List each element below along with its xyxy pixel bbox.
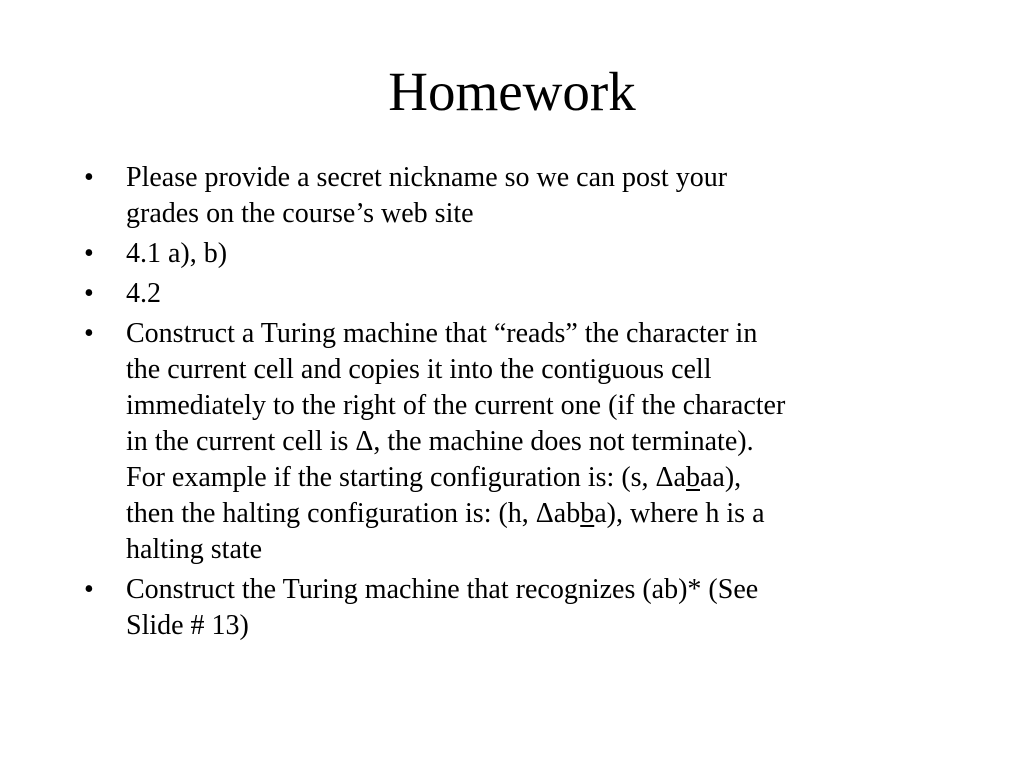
bullet-icon: • [84, 574, 94, 605]
text-line: in the current cell is Δ, the machine does not terminate). [126, 426, 754, 457]
text-line: 4.1 a), b) [126, 238, 228, 269]
text-line: Slide # 13) [126, 610, 249, 641]
example-start-line [126, 460, 944, 496]
text-line: halting state [126, 534, 263, 565]
bullet-text [126, 276, 944, 312]
text-segment: a), where h is a [594, 498, 765, 529]
bullet-icon: • [84, 162, 94, 193]
bullet-text [126, 236, 944, 272]
text-segment: For example if the starting configuration is: (s, Δa [126, 462, 686, 493]
text-line: the current cell and copies it into the contiguous cell [126, 354, 712, 385]
text-line: grades on the course’s web site [126, 198, 474, 229]
bullet-text [126, 160, 944, 232]
text-line: 4.2 [126, 278, 161, 309]
text-line: immediately to the right of the current one (if the character [126, 390, 786, 421]
underlined-head-symbol: b [686, 462, 700, 493]
text-segment: aa), [700, 462, 742, 493]
text-line: Please provide a secret nickname so we can post your [126, 162, 728, 193]
bullet-item-4-1 [84, 236, 944, 272]
bullet-item-turing-copy [84, 316, 944, 568]
text-segment: then the halting configuration is: (h, Δab [126, 498, 581, 529]
bullet-text [126, 572, 944, 644]
bullet-text [126, 316, 944, 568]
bullet-icon: • [84, 238, 94, 269]
bullet-icon: • [84, 318, 94, 349]
bullet-item-nickname [84, 160, 944, 232]
bullet-item-4-2 [84, 276, 944, 312]
bullet-icon: • [84, 278, 94, 309]
underlined-head-symbol: b [580, 498, 595, 529]
text-line: Construct a Turing machine that “reads” the character in [126, 318, 758, 349]
slide-title: Homework [388, 61, 636, 122]
text-line: Construct the Turing machine that recognizes (ab)* (See [126, 574, 759, 605]
bullet-item-turing-recognize [84, 572, 944, 644]
bullet-list [84, 160, 944, 648]
example-halt-line [126, 496, 944, 532]
